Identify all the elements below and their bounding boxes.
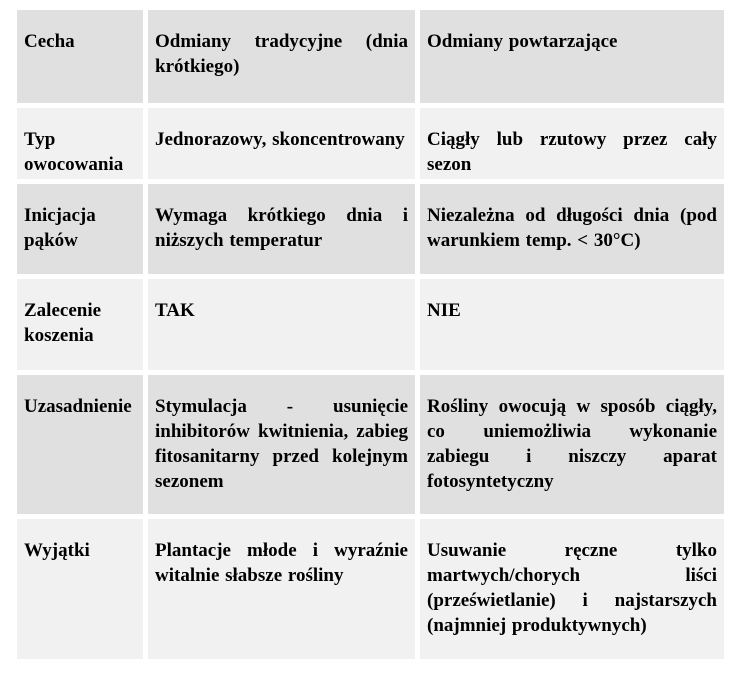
row-label-fruiting-type: Typ owocowania [17,108,143,179]
row-label-bud-initiation: Inicjacja pąków [17,184,143,274]
row-label-justification: Uzasadnienie [17,375,143,514]
cell-justification-everbearing: Rośliny owocują w sposób ciągły, co uniemożliwia wykonanie zabiegu i niszczy aparat fotosyntetyczny [420,375,724,514]
table-row [17,184,724,274]
row-label-exceptions: Wyjątki [17,519,143,659]
table-header-row [17,10,724,103]
comparison-table [12,5,729,664]
header-cell-everbearing: Odmiany powtarzające [420,10,724,103]
table-row [17,519,724,659]
cell-fruiting-everbearing: Ciągły lub rzutowy przez cały sezon [420,108,724,179]
cell-mowing-everbearing: NIE [420,279,724,370]
cell-fruiting-traditional: Jednorazowy, skoncentrowany [148,108,415,179]
cell-initiation-traditional: Wymaga krótkiego dnia i niższych temperatur [148,184,415,274]
cell-mowing-traditional: TAK [148,279,415,370]
cell-exceptions-traditional: Plantacje młode i wyraźnie witalnie słabsze rośliny [148,519,415,659]
table-row [17,108,724,179]
table-row [17,375,724,514]
cell-initiation-everbearing: Niezależna od długości dnia (pod warunkiem temp. < 30°C) [420,184,724,274]
cell-exceptions-everbearing: Usuwanie ręczne tylko martwych/chorych liści (prześwietlanie) i najstarszych (najmniej produktywnych) [420,519,724,659]
header-cell-traditional: Odmiany tradycyjne (dnia krótkiego) [148,10,415,103]
row-label-mowing-recommendation: Zalecenie koszenia [17,279,143,370]
header-cell-feature: Cecha [17,10,143,103]
table-row [17,279,724,370]
cell-justification-traditional: Stymulacja - usunięcie inhibitorów kwitnienia, zabieg fitosanitarny przed kolejnym sezonem [148,375,415,514]
